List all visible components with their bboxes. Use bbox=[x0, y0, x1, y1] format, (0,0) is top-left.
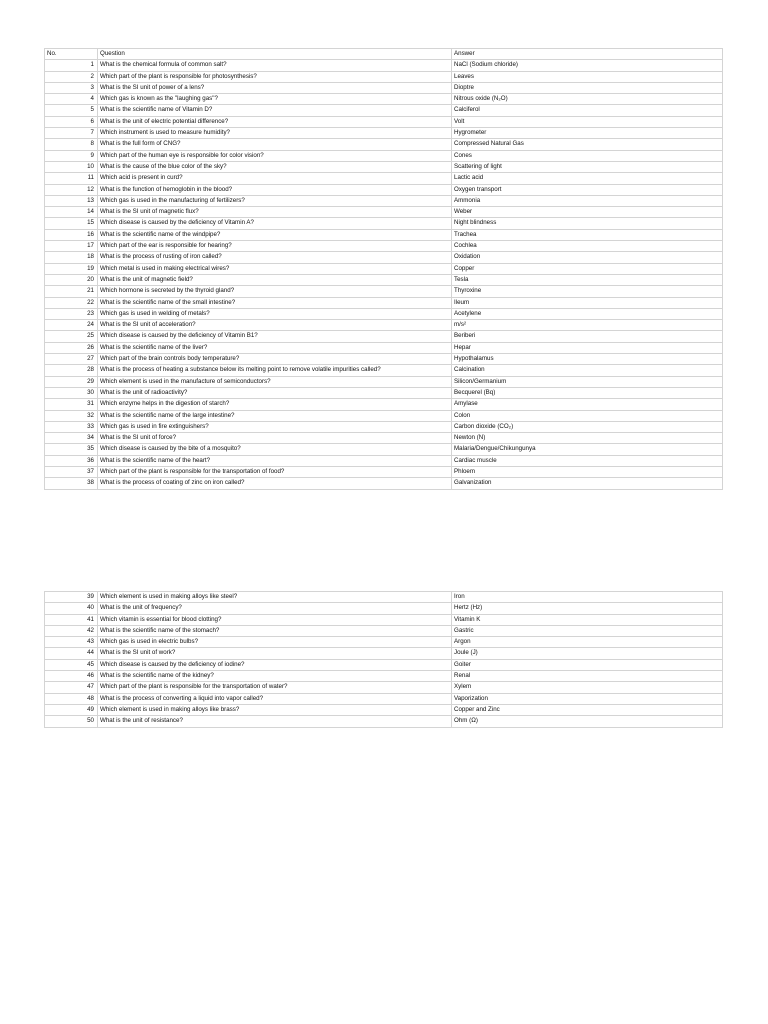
table-row bbox=[45, 60, 723, 71]
table-row bbox=[45, 139, 723, 150]
question-cell: Which disease is caused by the deficiency of Vitamin A? bbox=[98, 218, 452, 229]
table-row bbox=[45, 592, 723, 603]
answer-cell: Ohm (Ω) bbox=[452, 716, 723, 727]
question-cell: What is the SI unit of work? bbox=[98, 648, 452, 659]
answer-cell: m/s² bbox=[452, 320, 723, 331]
row-number: 16 bbox=[45, 229, 98, 240]
row-number: 49 bbox=[45, 704, 98, 715]
answer-cell: Compressed Natural Gas bbox=[452, 139, 723, 150]
question-cell: What is the scientific name of the heart? bbox=[98, 455, 452, 466]
answer-cell: Calciferol bbox=[452, 105, 723, 116]
question-cell: Which enzyme helps in the digestion of starch? bbox=[98, 399, 452, 410]
answer-cell: Colon bbox=[452, 410, 723, 421]
row-number: 17 bbox=[45, 241, 98, 252]
answer-cell: Argon bbox=[452, 637, 723, 648]
answer-cell: Newton (N) bbox=[452, 433, 723, 444]
question-cell: Which element is used in the manufacture of semiconductors? bbox=[98, 376, 452, 387]
question-cell: Which element is used in making alloys like steel? bbox=[98, 592, 452, 603]
row-number: 26 bbox=[45, 342, 98, 353]
header-answer: Answer bbox=[452, 49, 723, 60]
table-row bbox=[45, 421, 723, 432]
question-cell: What is the function of hemoglobin in the blood? bbox=[98, 184, 452, 195]
row-number: 20 bbox=[45, 274, 98, 285]
table-row bbox=[45, 648, 723, 659]
table-row bbox=[45, 387, 723, 398]
question-cell: Which part of the brain controls body temperature? bbox=[98, 354, 452, 365]
row-number: 19 bbox=[45, 263, 98, 274]
row-number: 9 bbox=[45, 150, 98, 161]
table-row bbox=[45, 297, 723, 308]
table-row bbox=[45, 82, 723, 93]
row-number: 34 bbox=[45, 433, 98, 444]
question-cell: Which gas is used in fire extinguishers? bbox=[98, 421, 452, 432]
table-row bbox=[45, 354, 723, 365]
table-row bbox=[45, 116, 723, 127]
table-row bbox=[45, 150, 723, 161]
question-cell: Which gas is used in electric bulbs? bbox=[98, 637, 452, 648]
question-cell: Which disease is caused by the deficiency of Vitamin B1? bbox=[98, 331, 452, 342]
answer-cell: Oxidation bbox=[452, 252, 723, 263]
answer-cell: Tesla bbox=[452, 274, 723, 285]
row-number: 43 bbox=[45, 637, 98, 648]
row-number: 50 bbox=[45, 716, 98, 727]
header-no: No. bbox=[45, 49, 98, 60]
question-cell: What is the SI unit of power of a lens? bbox=[98, 82, 452, 93]
qa-table-body bbox=[45, 592, 723, 728]
table-row bbox=[45, 229, 723, 240]
table-row bbox=[45, 693, 723, 704]
row-number: 32 bbox=[45, 410, 98, 421]
table-row bbox=[45, 614, 723, 625]
answer-cell: Hypothalamus bbox=[452, 354, 723, 365]
table-row bbox=[45, 94, 723, 105]
table-row bbox=[45, 637, 723, 648]
question-cell: What is the SI unit of magnetic flux? bbox=[98, 207, 452, 218]
question-cell: What is the scientific name of the stomach? bbox=[98, 625, 452, 636]
question-cell: What is the SI unit of acceleration? bbox=[98, 320, 452, 331]
question-cell: What is the scientific name of the windpipe? bbox=[98, 229, 452, 240]
table-row bbox=[45, 308, 723, 319]
answer-cell: Lactic acid bbox=[452, 173, 723, 184]
question-cell: Which metal is used in making electrical wires? bbox=[98, 263, 452, 274]
answer-cell: Vaporization bbox=[452, 693, 723, 704]
row-number: 7 bbox=[45, 128, 98, 139]
answer-cell: Night blindness bbox=[452, 218, 723, 229]
row-number: 37 bbox=[45, 466, 98, 477]
answer-cell: Renal bbox=[452, 671, 723, 682]
header-question: Question bbox=[98, 49, 452, 60]
table-row bbox=[45, 263, 723, 274]
row-number: 36 bbox=[45, 455, 98, 466]
answer-cell: Phloem bbox=[452, 466, 723, 477]
row-number: 13 bbox=[45, 195, 98, 206]
question-cell: What is the full form of CNG? bbox=[98, 139, 452, 150]
question-cell: Which part of the plant is responsible for the transportation of water? bbox=[98, 682, 452, 693]
table-row bbox=[45, 184, 723, 195]
answer-cell: Amylase bbox=[452, 399, 723, 410]
row-number: 21 bbox=[45, 286, 98, 297]
answer-cell: Joule (J) bbox=[452, 648, 723, 659]
table-row bbox=[45, 671, 723, 682]
question-cell: What is the scientific name of Vitamin D? bbox=[98, 105, 452, 116]
row-number: 41 bbox=[45, 614, 98, 625]
answer-cell: Scattering of light bbox=[452, 161, 723, 172]
question-cell: What is the unit of frequency? bbox=[98, 603, 452, 614]
question-cell: Which disease is caused by the bite of a mosquito? bbox=[98, 444, 452, 455]
table-row bbox=[45, 218, 723, 229]
answer-cell: Calcination bbox=[452, 365, 723, 376]
row-number: 12 bbox=[45, 184, 98, 195]
table-row bbox=[45, 603, 723, 614]
qa-table-page-2 bbox=[44, 591, 723, 728]
row-number: 11 bbox=[45, 173, 98, 184]
row-number: 40 bbox=[45, 603, 98, 614]
question-cell: What is the scientific name of the kidney? bbox=[98, 671, 452, 682]
question-cell: What is the unit of magnetic field? bbox=[98, 274, 452, 285]
question-cell: What is the unit of electric potential difference? bbox=[98, 116, 452, 127]
question-cell: What is the process of coating of zinc on iron called? bbox=[98, 478, 452, 489]
row-number: 22 bbox=[45, 297, 98, 308]
row-number: 29 bbox=[45, 376, 98, 387]
table-row bbox=[45, 331, 723, 342]
table-row bbox=[45, 207, 723, 218]
table-row bbox=[45, 128, 723, 139]
row-number: 47 bbox=[45, 682, 98, 693]
answer-cell: Leaves bbox=[452, 71, 723, 82]
question-cell: Which instrument is used to measure humidity? bbox=[98, 128, 452, 139]
row-number: 27 bbox=[45, 354, 98, 365]
row-number: 42 bbox=[45, 625, 98, 636]
row-number: 30 bbox=[45, 387, 98, 398]
table-row bbox=[45, 455, 723, 466]
answer-cell: Ileum bbox=[452, 297, 723, 308]
table-row bbox=[45, 241, 723, 252]
question-cell: Which disease is caused by the deficiency of iodine? bbox=[98, 659, 452, 670]
table-row bbox=[45, 625, 723, 636]
answer-cell: Goiter bbox=[452, 659, 723, 670]
answer-cell: Xylem bbox=[452, 682, 723, 693]
row-number: 2 bbox=[45, 71, 98, 82]
answer-cell: Copper and Zinc bbox=[452, 704, 723, 715]
table-row bbox=[45, 342, 723, 353]
table-row bbox=[45, 195, 723, 206]
question-cell: What is the chemical formula of common salt? bbox=[98, 60, 452, 71]
row-number: 8 bbox=[45, 139, 98, 150]
answer-cell: Oxygen transport bbox=[452, 184, 723, 195]
row-number: 44 bbox=[45, 648, 98, 659]
table-row bbox=[45, 161, 723, 172]
answer-cell: Gastric bbox=[452, 625, 723, 636]
table-row bbox=[45, 444, 723, 455]
answer-cell: Beriberi bbox=[452, 331, 723, 342]
row-number: 48 bbox=[45, 693, 98, 704]
table-row bbox=[45, 478, 723, 489]
table-row bbox=[45, 716, 723, 727]
table-row bbox=[45, 399, 723, 410]
answer-cell: Hertz (Hz) bbox=[452, 603, 723, 614]
question-cell: What is the unit of radioactivity? bbox=[98, 387, 452, 398]
answer-cell: Malaria/Dengue/Chikungunya bbox=[452, 444, 723, 455]
table-row bbox=[45, 173, 723, 184]
question-cell: What is the process of converting a liquid into vapor called? bbox=[98, 693, 452, 704]
answer-cell: NaCl (Sodium chloride) bbox=[452, 60, 723, 71]
row-number: 33 bbox=[45, 421, 98, 432]
question-cell: Which part of the plant is responsible for the transportation of food? bbox=[98, 466, 452, 477]
row-number: 35 bbox=[45, 444, 98, 455]
row-number: 31 bbox=[45, 399, 98, 410]
table-row bbox=[45, 365, 723, 376]
row-number: 10 bbox=[45, 161, 98, 172]
row-number: 28 bbox=[45, 365, 98, 376]
question-cell: Which gas is used in the manufacturing of fertilizers? bbox=[98, 195, 452, 206]
answer-cell: Cardiac muscle bbox=[452, 455, 723, 466]
row-number: 6 bbox=[45, 116, 98, 127]
table-row bbox=[45, 433, 723, 444]
answer-cell: Acetylene bbox=[452, 308, 723, 319]
question-cell: Which part of the ear is responsible for hearing? bbox=[98, 241, 452, 252]
answer-cell: Weber bbox=[452, 207, 723, 218]
row-number: 15 bbox=[45, 218, 98, 229]
question-cell: Which vitamin is essential for blood clotting? bbox=[98, 614, 452, 625]
answer-cell: Vitamin K bbox=[452, 614, 723, 625]
question-cell: Which gas is used in welding of metals? bbox=[98, 308, 452, 319]
question-cell: What is the scientific name of the liver? bbox=[98, 342, 452, 353]
table-row bbox=[45, 682, 723, 693]
question-cell: What is the scientific name of the large intestine? bbox=[98, 410, 452, 421]
row-number: 39 bbox=[45, 592, 98, 603]
header-row bbox=[45, 49, 723, 60]
answer-cell: Galvanization bbox=[452, 478, 723, 489]
answer-cell: Copper bbox=[452, 263, 723, 274]
answer-cell: Iron bbox=[452, 592, 723, 603]
question-cell: Which part of the plant is responsible for photosynthesis? bbox=[98, 71, 452, 82]
table-row bbox=[45, 286, 723, 297]
answer-cell: Cones bbox=[452, 150, 723, 161]
answer-cell: Hygrometer bbox=[452, 128, 723, 139]
question-cell: What is the cause of the blue color of the sky? bbox=[98, 161, 452, 172]
question-cell: What is the unit of resistance? bbox=[98, 716, 452, 727]
qa-table-page-1 bbox=[44, 48, 723, 490]
answer-cell: Cochlea bbox=[452, 241, 723, 252]
table-row bbox=[45, 274, 723, 285]
answer-cell: Carbon dioxide (CO₂) bbox=[452, 421, 723, 432]
row-number: 1 bbox=[45, 60, 98, 71]
question-cell: Which part of the human eye is responsible for color vision? bbox=[98, 150, 452, 161]
question-cell: Which gas is known as the "laughing gas"? bbox=[98, 94, 452, 105]
table-row bbox=[45, 252, 723, 263]
question-cell: What is the process of heating a substance below its melting point to remove volatile impurities called? bbox=[98, 365, 452, 376]
question-cell: Which element is used in making alloys like brass? bbox=[98, 704, 452, 715]
question-cell: Which hormone is secreted by the thyroid gland? bbox=[98, 286, 452, 297]
answer-cell: Trachea bbox=[452, 229, 723, 240]
row-number: 14 bbox=[45, 207, 98, 218]
table-row bbox=[45, 71, 723, 82]
answer-cell: Volt bbox=[452, 116, 723, 127]
question-cell: What is the scientific name of the small intestine? bbox=[98, 297, 452, 308]
answer-cell: Ammonia bbox=[452, 195, 723, 206]
answer-cell: Becquerel (Bq) bbox=[452, 387, 723, 398]
row-number: 38 bbox=[45, 478, 98, 489]
row-number: 46 bbox=[45, 671, 98, 682]
table-row bbox=[45, 105, 723, 116]
row-number: 25 bbox=[45, 331, 98, 342]
question-cell: Which acid is present in curd? bbox=[98, 173, 452, 184]
table-row bbox=[45, 410, 723, 421]
row-number: 5 bbox=[45, 105, 98, 116]
table-row bbox=[45, 659, 723, 670]
answer-cell: Thyroxine bbox=[452, 286, 723, 297]
row-number: 4 bbox=[45, 94, 98, 105]
answer-cell: Silicon/Germanium bbox=[452, 376, 723, 387]
table-row bbox=[45, 376, 723, 387]
row-number: 3 bbox=[45, 82, 98, 93]
answer-cell: Nitrous oxide (N₂O) bbox=[452, 94, 723, 105]
question-cell: What is the SI unit of force? bbox=[98, 433, 452, 444]
table-row bbox=[45, 466, 723, 477]
question-cell: What is the process of rusting of iron called? bbox=[98, 252, 452, 263]
row-number: 45 bbox=[45, 659, 98, 670]
table-row bbox=[45, 320, 723, 331]
qa-table-body bbox=[45, 49, 723, 490]
answer-cell: Hepar bbox=[452, 342, 723, 353]
row-number: 18 bbox=[45, 252, 98, 263]
row-number: 23 bbox=[45, 308, 98, 319]
answer-cell: Dioptre bbox=[452, 82, 723, 93]
row-number: 24 bbox=[45, 320, 98, 331]
table-row bbox=[45, 704, 723, 715]
